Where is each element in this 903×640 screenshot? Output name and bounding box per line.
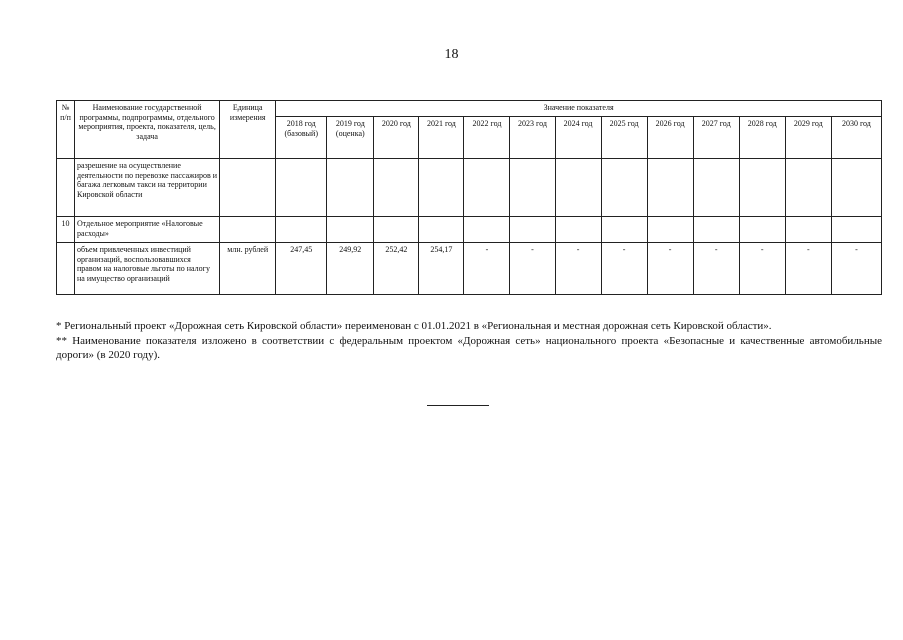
row-value [276, 217, 327, 243]
row-value [831, 159, 881, 217]
row-value [785, 217, 831, 243]
row-value [739, 159, 785, 217]
row-value: 252,42 [374, 243, 419, 295]
row-name: Отдельное мероприятие «Налоговые расходы» [75, 217, 220, 243]
row-num [57, 243, 75, 295]
row-value [601, 159, 647, 217]
row-unit [220, 159, 276, 217]
row-name: разрешение на осуществление деятельности по перевозке пассажиров и багажа легковым такси на территории Кировской области [75, 159, 220, 217]
row-name: объем привлеченных инвестиций организаций, воспользовавшихся правом на налоговые льготы по налогу на имущество организаций [75, 243, 220, 295]
row-value [647, 159, 693, 217]
row-value: - [647, 243, 693, 295]
row-value [327, 159, 374, 217]
row-value [739, 217, 785, 243]
row-value: - [601, 243, 647, 295]
row-value: - [510, 243, 555, 295]
table-row [57, 159, 882, 217]
row-value [647, 217, 693, 243]
footnote-1: * Региональный проект «Дорожная сеть Кировской области» переименован с 01.01.2021 в «Региональная и местная дорожная сеть Кировской области». [56, 320, 772, 332]
header-year: 2022 год [464, 117, 510, 159]
row-value [510, 159, 555, 217]
header-year: 2021 год [419, 117, 464, 159]
table-row [57, 243, 882, 295]
row-value [276, 159, 327, 217]
row-value: - [693, 243, 739, 295]
row-value [374, 159, 419, 217]
header-year: 2028 год [739, 117, 785, 159]
header-unit: Единица измерения [220, 101, 276, 159]
row-value [555, 159, 601, 217]
row-value [693, 159, 739, 217]
row-value: 247,45 [276, 243, 327, 295]
row-value: - [555, 243, 601, 295]
header-num: № п/п [57, 101, 75, 159]
row-value [831, 217, 881, 243]
row-num [57, 159, 75, 217]
header-year: 2026 год [647, 117, 693, 159]
table-row [57, 217, 882, 243]
header-year: 2020 год [374, 117, 419, 159]
row-value [601, 217, 647, 243]
row-value: - [464, 243, 510, 295]
row-value: 254,17 [419, 243, 464, 295]
row-num: 10 [57, 217, 75, 243]
row-value: 249,92 [327, 243, 374, 295]
row-value [693, 217, 739, 243]
row-value: - [785, 243, 831, 295]
header-year: 2030 год [831, 117, 881, 159]
header-year: 2018 год (базовый) [276, 117, 327, 159]
header-year: 2019 год (оценка) [327, 117, 374, 159]
row-value [327, 217, 374, 243]
indicator-table [56, 100, 882, 295]
header-year: 2027 год [693, 117, 739, 159]
row-value [510, 217, 555, 243]
header-value-group: Значение показателя [276, 101, 882, 117]
end-divider [427, 405, 489, 406]
row-value [464, 217, 510, 243]
row-unit: млн. рублей [220, 243, 276, 295]
header-year: 2023 год [510, 117, 555, 159]
row-value [374, 217, 419, 243]
header-year: 2024 год [555, 117, 601, 159]
header-name: Наименование государственной программы, подпрограммы, отдельного мероприятия, проекта, показателя, цель, задача [75, 101, 220, 159]
row-value [419, 217, 464, 243]
row-value: - [831, 243, 881, 295]
row-value [419, 159, 464, 217]
row-value [555, 217, 601, 243]
footnote-2: ** Наименование показателя изложено в соответствии с федеральным проектом «Дорожная сеть» национального проекта «Безопасные и качественные автомобильные дороги» (в 2020 году). [56, 335, 882, 362]
page-number: 18 [444, 47, 459, 62]
row-value [785, 159, 831, 217]
row-value [464, 159, 510, 217]
header-year: 2029 год [785, 117, 831, 159]
row-unit [220, 217, 276, 243]
header-year: 2025 год [601, 117, 647, 159]
row-value: - [739, 243, 785, 295]
